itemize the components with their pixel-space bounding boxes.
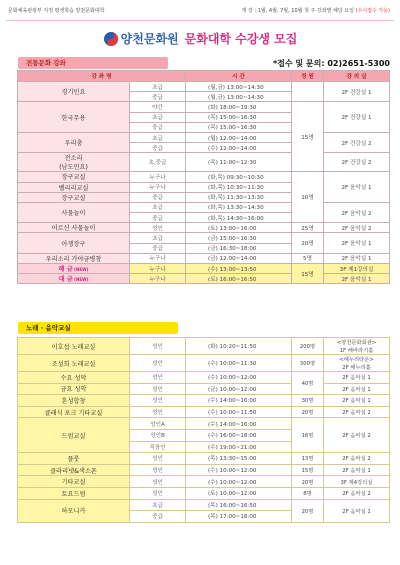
course-room	[324, 253, 390, 263]
table-header-row	[18, 71, 390, 82]
course-level: 성인	[130, 223, 186, 233]
course-capacity: 15명	[292, 102, 324, 172]
course-room-text: 2F 음악실 1	[342, 468, 371, 475]
course-time: (수) 14:00~16:00	[186, 418, 292, 430]
course-room	[324, 338, 390, 355]
course-room	[324, 153, 390, 172]
table-row	[18, 132, 390, 142]
course-room	[324, 202, 390, 222]
course-level: 성인	[130, 406, 186, 418]
course-name-text: 우리춤	[64, 140, 83, 148]
course-level: 누구나	[130, 274, 186, 284]
music-course-table	[17, 337, 390, 523]
table-row	[18, 223, 390, 233]
course-name	[18, 233, 130, 253]
course-name	[18, 253, 130, 263]
course-name-text: 혼성합창	[61, 397, 86, 405]
course-level: 야간	[130, 102, 186, 112]
course-time: (화,목) 14:30~16:00	[186, 213, 292, 223]
course-time: (수) 14:00~16:00	[186, 395, 292, 407]
course-room	[324, 487, 390, 499]
course-room-text: 2F 음악실 1	[342, 398, 371, 405]
course-name-text: 하모니카	[61, 508, 86, 516]
course-capacity: 15명	[292, 264, 324, 284]
course-time: (화,목) 10:30~11:30	[186, 182, 292, 192]
course-capacity: 10명	[292, 172, 324, 223]
course-name-text: 토요드럼	[61, 490, 86, 498]
course-name	[18, 132, 130, 152]
course-room	[324, 132, 390, 152]
course-level: 직장인	[130, 441, 186, 453]
table-row	[18, 487, 390, 499]
course-capacity: 200명	[292, 338, 324, 355]
course-level: 성인	[130, 355, 186, 372]
course-level: 중급	[130, 511, 186, 523]
course-name-text: 아쟁장구	[61, 240, 86, 248]
course-name-text: 우리소리 가야금병창	[45, 255, 102, 263]
course-capacity: 20명	[292, 406, 324, 418]
course-level: 초급	[130, 499, 186, 511]
course-time: (목) 15:00~16:30	[186, 112, 292, 122]
course-capacity: 15명	[292, 464, 324, 476]
table-row	[18, 355, 390, 372]
course-room-text: <해누리타운>	[339, 357, 374, 363]
course-time: (화,목) 13:30~14:30	[186, 202, 292, 212]
course-name-text: 클라리넷&색소폰	[50, 467, 97, 475]
course-room-text: 2F 음악실 1	[341, 256, 372, 263]
course-time: (수) 10:00~12:00	[186, 464, 292, 476]
course-room-text: 2F 음악실 2	[341, 210, 372, 217]
top-info-bar	[0, 0, 400, 22]
course-name-text: 해 금	[58, 266, 73, 274]
course-name-text: 금요 성악	[60, 386, 87, 394]
course-name	[18, 355, 130, 372]
table-row	[18, 172, 390, 182]
course-name-text: 한국무용	[61, 114, 86, 122]
header-course: 강 좌 명	[18, 71, 186, 82]
course-room	[324, 406, 390, 418]
table-row	[18, 499, 390, 511]
table-row	[18, 418, 390, 430]
course-capacity: 8명	[292, 487, 324, 499]
course-time: (수) 10:00~12:00	[186, 372, 292, 384]
course-level: 성인	[130, 372, 186, 384]
course-name	[18, 395, 130, 407]
course-room-text: 2F 음악실 1	[341, 241, 372, 248]
course-time: (월,금) 13:00~14:30	[186, 92, 292, 102]
table-row	[18, 102, 390, 112]
table-row	[18, 395, 390, 407]
course-room	[324, 383, 390, 395]
course-name-text: 장구교실	[61, 174, 86, 182]
title-main: 문화대학 수강생 모집	[184, 32, 298, 46]
course-room	[324, 499, 390, 522]
course-name-text: 벨리리교실	[58, 184, 89, 192]
course-capacity: 20명	[292, 233, 324, 253]
course-room	[324, 274, 390, 284]
course-level: 초급	[130, 132, 186, 142]
course-time: (수) 19:00~21:00	[186, 441, 292, 453]
course-name-text: 이호섭 노래교실	[51, 343, 96, 351]
course-room	[324, 102, 390, 133]
course-name-text: 전소리	[64, 155, 83, 163]
course-room-text: 2F 음악실 2	[342, 410, 371, 417]
course-level: 누구나	[130, 264, 186, 274]
course-room-text: 2F 해누리홀	[342, 365, 371, 371]
course-name-text: 어르신 사물놀이	[51, 225, 96, 233]
course-time: (화,목) 11:30~13:30	[186, 192, 292, 202]
course-level: 중급	[130, 192, 186, 202]
course-name-text: 드럼교실	[61, 432, 86, 440]
course-name	[18, 202, 130, 222]
course-room-text: 3F 제1강의실	[339, 266, 374, 273]
course-capacity: 13명	[292, 453, 324, 465]
course-level: 성인	[130, 487, 186, 499]
table-row	[18, 372, 390, 384]
course-time: (토) 13:00~16:00	[186, 223, 292, 233]
course-time: (수) 10:00~11:30	[186, 355, 292, 372]
course-name-text: 장구교실	[61, 194, 86, 202]
table-row	[18, 82, 390, 92]
course-room	[324, 453, 390, 465]
course-capacity	[292, 82, 324, 102]
course-capacity: 300명	[292, 355, 324, 372]
course-name-text: (남도민요)	[59, 164, 88, 172]
course-room-text: <양천문화회관>	[336, 340, 377, 346]
course-time: (화) 10:20~11:50	[186, 338, 292, 355]
schedule-note	[242, 7, 390, 14]
header-divider	[6, 20, 394, 21]
course-time: (월,금) 13:00~14:30	[186, 82, 292, 92]
course-name	[18, 464, 130, 476]
course-level: 성인	[130, 338, 186, 355]
course-time: (금) 16:30~18:00	[186, 243, 292, 253]
course-name-text: 조성희 노래교실	[51, 360, 96, 368]
header-time: 시 간	[186, 71, 292, 82]
table-row	[18, 464, 390, 476]
course-level: 성인	[130, 453, 186, 465]
course-room-text: 2F 음악실 1	[341, 276, 372, 283]
course-room	[324, 223, 390, 233]
course-name	[18, 192, 130, 202]
course-level: 초급	[130, 202, 186, 212]
course-name	[18, 476, 130, 488]
course-time: (목) 15:00~16:30	[186, 122, 292, 132]
course-room-text: 2F 음악실 1	[342, 508, 371, 515]
course-name	[18, 182, 130, 192]
course-room-text: 2F 음악실 1	[342, 386, 371, 393]
course-name-text: 기타교실	[61, 479, 86, 487]
yangcheon-logo-icon	[103, 31, 119, 47]
course-time: (수) 10:00~12:00	[186, 476, 292, 488]
course-room	[324, 264, 390, 274]
course-capacity: 30명	[292, 395, 324, 407]
course-level: 중급	[130, 122, 186, 132]
course-capacity: 25명	[292, 223, 324, 233]
course-room	[324, 476, 390, 488]
course-name	[18, 338, 130, 355]
course-level: 성인A	[130, 418, 186, 430]
course-name-text: 대 금	[58, 276, 73, 284]
course-room-text: 2F 음악실 1	[341, 185, 372, 192]
course-room-text: 2F 건강실 2	[341, 140, 372, 147]
course-time: (수) 12:00~14:00	[186, 143, 292, 153]
course-time: (토) 10:00~12:00	[186, 487, 292, 499]
course-time: (목) 17:00~18:00	[186, 511, 292, 523]
section-music-label: 노래 · 음악교실	[18, 322, 178, 334]
course-level: 누구나	[130, 253, 186, 263]
course-name	[18, 418, 130, 453]
course-level: 누구나	[130, 182, 186, 192]
course-room-text: 1F 해바라기홀	[339, 348, 374, 354]
table-row	[18, 202, 390, 212]
course-time: (화) 18:00~19:30	[186, 102, 292, 112]
brand-name: 양천문화원	[120, 32, 179, 46]
course-level: 초,중급	[130, 153, 186, 172]
course-time: (목) 13:30~15:00	[186, 453, 292, 465]
course-room-text: 3F 제4강의실	[340, 479, 373, 486]
course-time: (목) 11:00~12:30	[186, 153, 292, 172]
course-time: (토) 16:00~16:50	[186, 274, 292, 284]
course-name	[18, 264, 130, 274]
course-time: (수) 10:00~11:50	[186, 406, 292, 418]
course-room	[324, 464, 390, 476]
course-room	[324, 372, 390, 384]
course-level: 초급	[130, 233, 186, 243]
course-room-text: 2F 음악실 2	[342, 456, 371, 463]
course-name-text: 사물놀이	[61, 210, 86, 218]
course-room	[324, 233, 390, 253]
table-row	[18, 264, 390, 274]
table-row	[18, 476, 390, 488]
course-name-text: 플룻	[67, 455, 80, 463]
course-room-text: 2F 건강실 1	[341, 115, 372, 122]
course-name	[18, 372, 130, 384]
schedule-note-highlight: (수시접수 가능)	[355, 8, 390, 14]
course-time: (수) 16:00~18:00	[186, 429, 292, 441]
table-row	[18, 453, 390, 465]
course-level: 성인	[130, 476, 186, 488]
course-capacity: 16명	[292, 418, 324, 453]
table-row	[18, 274, 390, 284]
course-name	[18, 153, 130, 172]
course-time: (수) 13:00~13:50	[186, 264, 292, 274]
contact-info: *접수 및 문의: 02)2651-5300	[272, 59, 390, 68]
traditional-course-table	[17, 70, 390, 284]
new-badge: (NEW)	[72, 277, 89, 283]
course-level: 중급	[130, 92, 186, 102]
course-name	[18, 82, 130, 102]
course-room-text: 2F 음악실 2	[342, 491, 371, 498]
course-level: 누구나	[130, 172, 186, 182]
organization-note: 문화체육관광부 지정 평생학습 양천문화대학	[8, 8, 105, 14]
header-capacity: 정 원	[292, 71, 324, 82]
course-level: 성인	[130, 395, 186, 407]
table-row	[18, 406, 390, 418]
course-name	[18, 223, 130, 233]
course-level: 중급	[130, 213, 186, 223]
course-room	[324, 418, 390, 453]
course-level: 초급	[130, 112, 186, 122]
course-room-text: 2F 건강실 1	[341, 89, 372, 96]
course-room-text: 2F 음악실 1	[342, 375, 371, 382]
header-room: 강 의 실	[324, 71, 390, 82]
course-time: (금) 12:00~14:00	[186, 253, 292, 263]
course-time: (금) 15:00~16:30	[186, 233, 292, 243]
table-row	[18, 383, 390, 395]
course-time: (금) 10:00~12:00	[186, 383, 292, 395]
course-room	[324, 355, 390, 372]
course-room-text: 2F 음악실 2	[341, 225, 372, 232]
table-row	[18, 253, 390, 263]
course-name-text: 경기민요	[61, 89, 86, 97]
course-capacity: 20명	[292, 476, 324, 488]
course-time: (화,목) 09:30~10:30	[186, 172, 292, 182]
course-level: 중급	[130, 243, 186, 253]
course-name-text: 수요 성악	[60, 374, 87, 382]
table-row	[18, 233, 390, 243]
section-traditional-label: 전통문화 강좌	[18, 57, 168, 69]
course-room	[324, 82, 390, 102]
course-name	[18, 383, 130, 395]
course-name	[18, 406, 130, 418]
course-level: 중급	[130, 143, 186, 153]
course-room	[324, 172, 390, 203]
course-level: 성인	[130, 383, 186, 395]
course-name	[18, 102, 130, 133]
new-badge: (NEW)	[72, 267, 89, 273]
course-room-text: 2F 건강실 2	[341, 160, 372, 167]
course-time: (목) 16:00~16:50	[186, 499, 292, 511]
course-level: 성인B	[130, 429, 186, 441]
schedule-note-text: 개 강 : 1월, 4월, 7월, 10월 첫 주 강좌별 해당 요일	[241, 8, 356, 14]
course-name	[18, 274, 130, 284]
course-capacity: 40명	[292, 372, 324, 395]
course-name	[18, 499, 130, 522]
table-row	[18, 338, 390, 355]
course-name-text: 클래식 포크 기타교실	[44, 409, 103, 417]
course-name	[18, 172, 130, 182]
course-capacity: 5명	[292, 253, 324, 263]
course-room-text: 2F 음악실 2	[342, 433, 371, 440]
course-name	[18, 487, 130, 499]
course-time: (월) 12:00~14:00	[186, 132, 292, 142]
table-row	[18, 153, 390, 172]
course-room	[324, 395, 390, 407]
page-title	[0, 28, 400, 52]
course-capacity: 20명	[292, 499, 324, 522]
course-level: 성인	[130, 464, 186, 476]
course-level: 초급	[130, 82, 186, 92]
course-name	[18, 453, 130, 465]
